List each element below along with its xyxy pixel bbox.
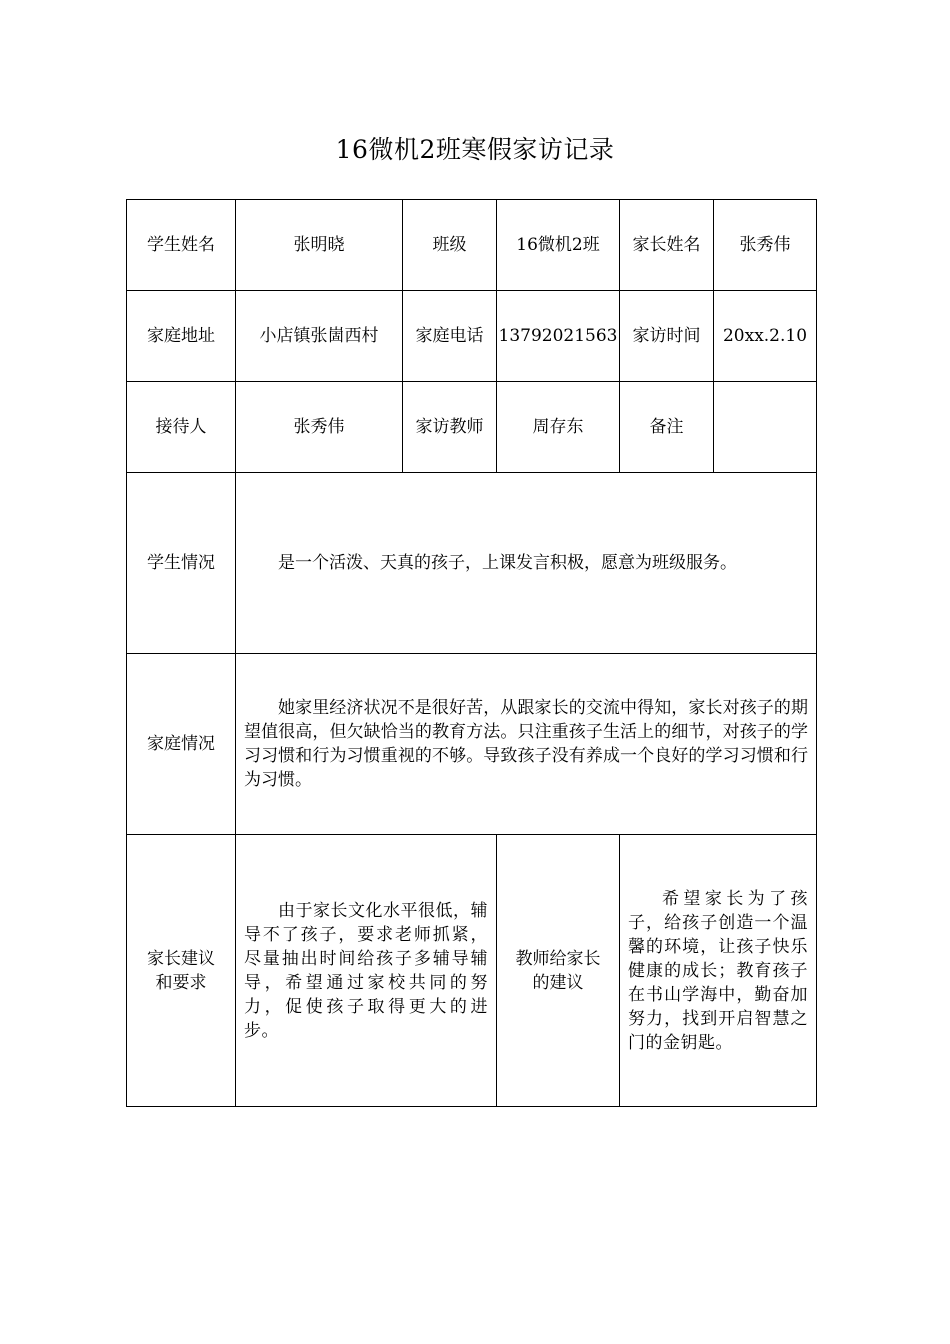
class-label: 班级	[403, 200, 497, 291]
phone-label: 家庭电话	[403, 291, 497, 382]
parent-name-value: 张秀伟	[714, 200, 817, 291]
visit-time-label: 家访时间	[620, 291, 714, 382]
page-title: 16微机2班寒假家访记录	[335, 135, 615, 164]
teacher-suggestion-label-line1: 教师给家长	[515, 948, 601, 969]
student-situation-cell	[236, 473, 817, 654]
table-row-student-info	[127, 200, 817, 291]
teacher-value: 周存东	[497, 382, 620, 473]
parent-suggestion-label-line1: 家长建议	[147, 948, 215, 969]
parent-name-label: 家长姓名	[620, 200, 714, 291]
teacher-label: 家访教师	[403, 382, 497, 473]
phone-value: 13792021563	[497, 291, 620, 382]
family-situation-text: 她家里经济状况不是很好苦，从跟家长的交流中得知，家长对孩子的期望值很高，但欠缺恰当的教育方法。只注重孩子生活上的细节，对孩子的学习习惯和行为习惯重视的不够。导致孩子没有养成一个良好的学习习惯和行为习惯。	[244, 698, 808, 790]
receiver-value: 张秀伟	[236, 382, 403, 473]
class-value: 16微机2班	[497, 200, 620, 291]
address-value: 小店镇张崮西村	[236, 291, 403, 382]
teacher-suggestion-cell	[620, 835, 817, 1107]
student-name-value: 张明晓	[236, 200, 403, 291]
teacher-suggestion-label	[497, 835, 620, 1107]
remark-value	[714, 382, 817, 473]
student-situation-label: 学生情况	[127, 473, 236, 654]
visit-record-table	[126, 199, 817, 1107]
table-row-visit-info	[127, 382, 817, 473]
parent-suggestion-label	[127, 835, 236, 1107]
family-situation-cell	[236, 654, 817, 835]
student-name-label: 学生姓名	[127, 200, 236, 291]
address-label: 家庭地址	[127, 291, 236, 382]
parent-suggestion-label-line2: 和要求	[155, 972, 207, 993]
family-situation-label: 家庭情况	[127, 654, 236, 835]
teacher-suggestion-label-line2: 的建议	[532, 972, 584, 993]
table-row-contact-info	[127, 291, 817, 382]
remark-label: 备注	[620, 382, 714, 473]
parent-suggestion-text: 由于家长文化水平很低，辅导不了孩子，要求老师抓紧，尽量抽出时间给孩子多辅导辅导，希望通过家校共同的努力，促使孩子取得更大的进步。	[244, 900, 488, 1041]
table-row-student-situation	[127, 473, 817, 654]
table-row-suggestions	[127, 835, 817, 1107]
teacher-suggestion-text: 希望家长为了孩子，给孩子创造一个温馨的环境，让孩子快乐健康的成长；教育孩子在书山学海中，勤奋加努力，找到开启智慧之门的金钥匙。	[628, 888, 808, 1053]
visit-time-value: 20xx.2.10	[714, 291, 817, 382]
table-row-family-situation	[127, 654, 817, 835]
parent-suggestion-cell	[236, 835, 497, 1107]
receiver-label: 接待人	[127, 382, 236, 473]
student-situation-text: 是一个活泼、天真的孩子，上课发言积极，愿意为班级服务。	[278, 553, 737, 573]
